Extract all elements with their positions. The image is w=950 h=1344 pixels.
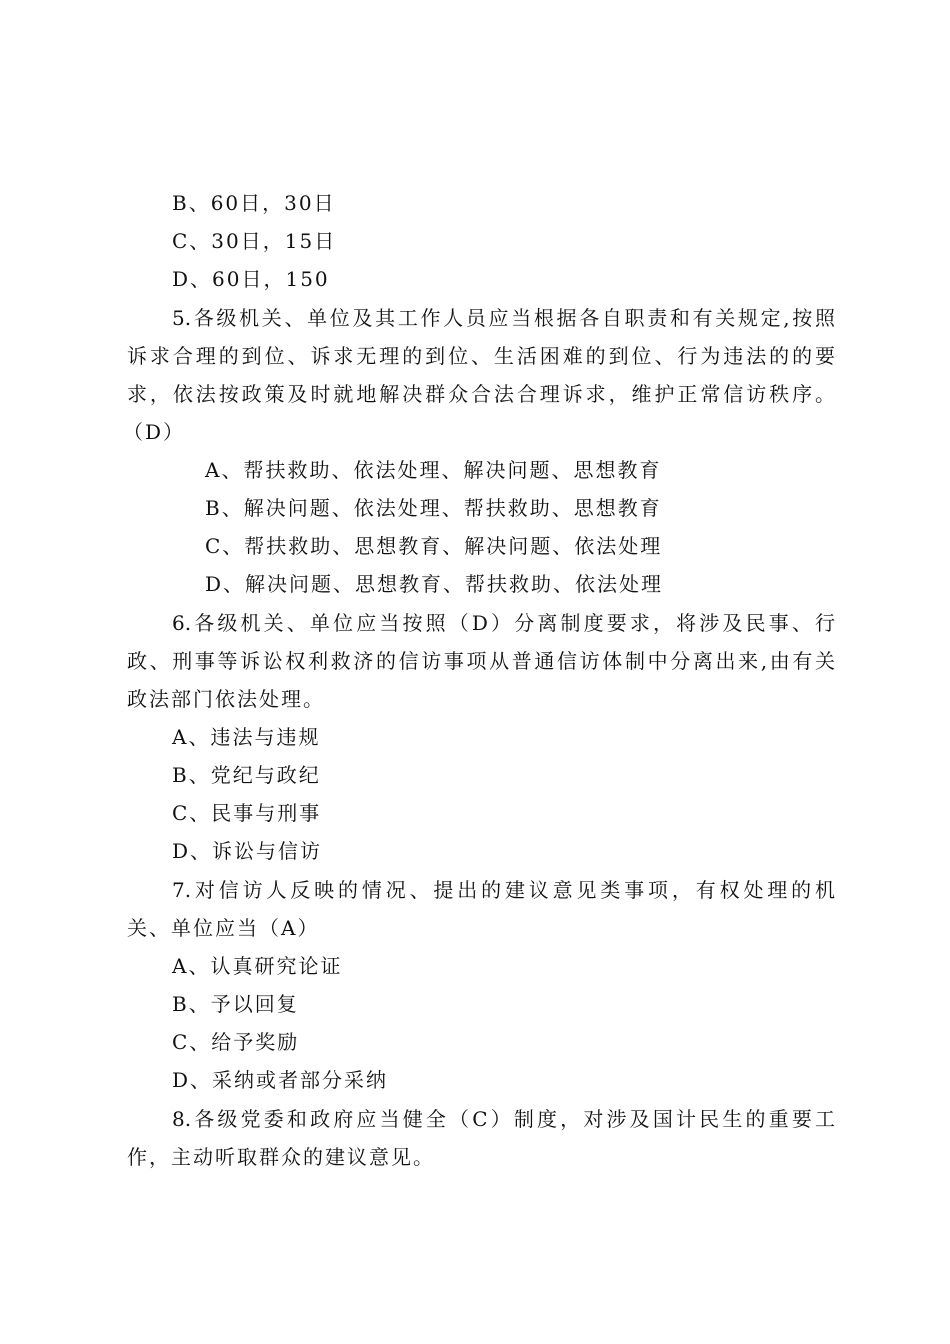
- option-d-q6: D、诉讼与信访: [172, 839, 323, 863]
- option-a-q7: A、认真研究论证: [172, 954, 343, 978]
- question-5-line-3: 求，依法按政策及时就地解决群众合法合理诉求，维护正常信访秩序。: [127, 382, 835, 406]
- option-b-q6: B、党纪与政纪: [172, 763, 321, 787]
- question-6-line-3: 政法部门依法处理。: [127, 687, 325, 711]
- option-c-q4: C、30日，15日: [172, 229, 337, 253]
- option-b-q4: B、60日，30日: [172, 191, 336, 215]
- question-8-line-1: 8.各级党委和政府应当健全（C）制度，对涉及国计民生的重要工: [172, 1107, 835, 1131]
- question-5-answer: （D）: [123, 420, 186, 444]
- question-6-line-1: 6.各级机关、单位应当按照（D）分离制度要求，将涉及民事、行: [172, 611, 835, 635]
- option-c-q6: C、民事与刑事: [172, 801, 322, 825]
- question-8-line-2: 作，主动听取群众的建议意见。: [127, 1145, 435, 1169]
- option-d-q5: D、解决问题、思想教育、帮扶救助、依法处理: [205, 572, 664, 596]
- question-7-line-1: 7.对信访人反映的情况、提出的建议意见类事项，有权处理的机: [172, 878, 835, 902]
- option-a-q6: A、违法与违规: [172, 725, 321, 749]
- option-a-q5: A、帮扶救助、依法处理、解决问题、思想教育: [205, 458, 662, 482]
- question-5-line-1: 5.各级机关、单位及其工作人员应当根据各自职责和有关规定,按照: [172, 306, 835, 330]
- option-c-q7: C、给予奖励: [172, 1030, 300, 1054]
- question-5-line-2: 诉求合理的到位、诉求无理的到位、生活困难的到位、行为违法的的要: [127, 344, 835, 368]
- option-b-q5: B、解决问题、依法处理、帮扶救助、思想教育: [205, 496, 662, 520]
- option-d-q7: D、采纳或者部分采纳: [172, 1068, 389, 1092]
- option-d-q4: D、60日，150: [172, 267, 330, 291]
- option-c-q5: C、帮扶救助、思想教育、解决问题、依法处理: [205, 534, 663, 558]
- question-7-line-2: 关、单位应当（A）: [127, 916, 320, 940]
- question-6-line-2: 政、刑事等诉讼权利救济的信访事项从普通信访体制中分离出来,由有关: [127, 649, 835, 673]
- option-b-q7: B、予以回复: [172, 992, 299, 1016]
